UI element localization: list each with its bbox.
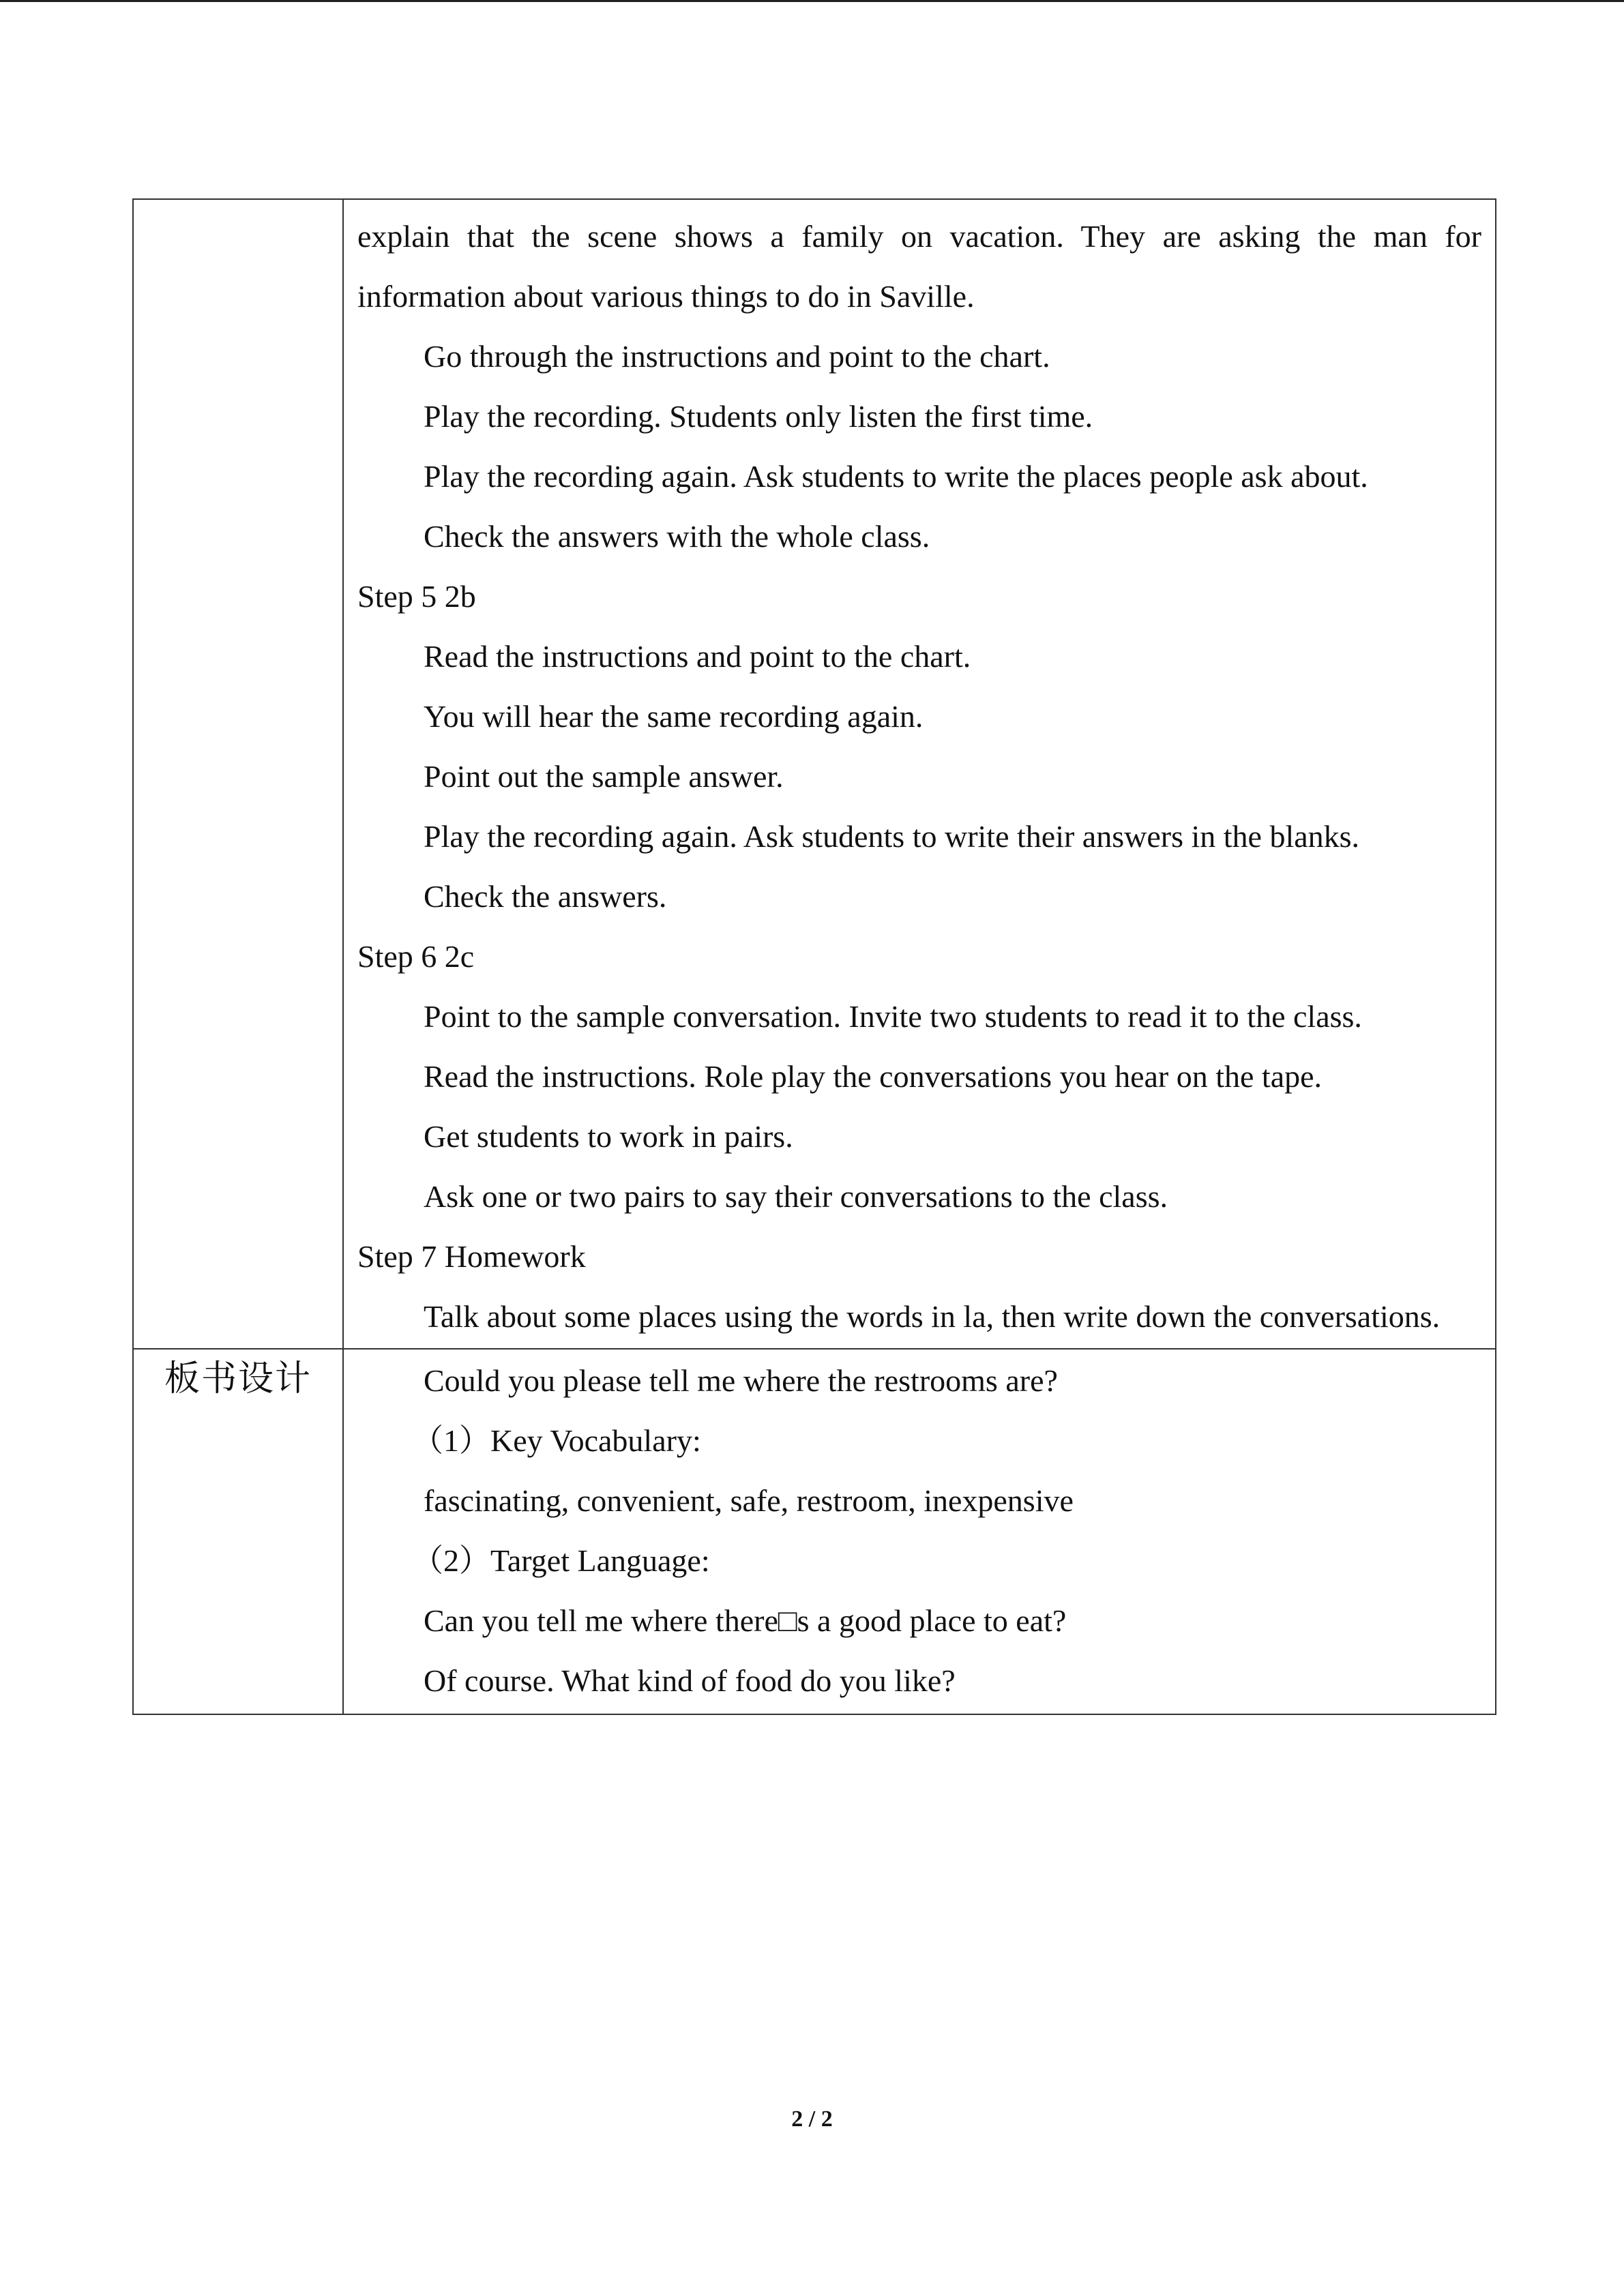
step-instruction-line: Point to the sample conversation. Invite two students to read it to the class. [424, 999, 1362, 1034]
step-instruction-line: You will hear the same recording again. [424, 699, 924, 734]
step-instruction-line: Play the recording again. Ask students to write their answers in the blanks. [424, 819, 1360, 854]
step-instruction-line: Read the instructions. Role play the conversations you hear on the tape. [424, 1059, 1323, 1094]
teaching-steps-content [344, 200, 1495, 1348]
step-heading: Step 6 2c [357, 939, 475, 974]
teaching-steps-cell [343, 199, 1496, 1349]
teaching-steps-row [133, 199, 1496, 1349]
board-design-content [344, 1350, 1495, 1714]
step-lines [357, 327, 1481, 1287]
step-instruction-line: Check the answers with the whole class. [424, 519, 930, 554]
step-instruction-line: Ask one or two pairs to say their conversations to the class. [424, 1179, 1168, 1214]
lesson-plan-table [132, 198, 1496, 1715]
board-design-row [133, 1349, 1496, 1714]
homework-paragraph: Talk about some places using the words in la, then write down the conversations. [424, 1299, 1441, 1334]
step-heading: Step 5 2b [357, 579, 476, 614]
step-instruction-line: Play the recording again. Ask students to write the places people ask about. [424, 459, 1368, 494]
board-design-cell [343, 1349, 1496, 1714]
intro-paragraph: explain that the scene shows a family on vacation. They are asking the man for information about various things to do in Saville. [357, 219, 1481, 314]
step-instruction-line: Point out the sample answer. [424, 759, 784, 794]
step-instruction-line: Check the answers. [424, 879, 667, 914]
step-instruction-line: Read the instructions and point to the chart. [424, 639, 971, 674]
board-design-label: 板书设计 [164, 1358, 312, 1399]
board-line-language-heading: （2）Target Language: [412, 1543, 710, 1578]
step-instruction-line: Go through the instructions and point to the chart. [424, 339, 1050, 374]
step-instruction-line: Get students to work in pairs. [424, 1119, 793, 1154]
board-line-sentence-2: Of course. What kind of food do you like? [424, 1663, 956, 1698]
board-line-sentence-1: Can you tell me where there□s a good place to eat? [424, 1603, 1067, 1638]
step-heading: Step 7 Homework [357, 1239, 586, 1274]
board-line-vocab-words: fascinating, convenient, safe, restroom, inexpensive [424, 1483, 1074, 1518]
board-design-label-cell [133, 1349, 343, 1714]
step-instruction-line: Play the recording. Students only listen the first time. [424, 399, 1093, 434]
page-number: 2 / 2 [791, 2106, 833, 2132]
row-label-cell-empty [133, 199, 343, 1349]
board-line-title: Could you please tell me where the restrooms are? [424, 1363, 1058, 1398]
board-line-vocab-heading: （1）Key Vocabulary: [412, 1423, 701, 1458]
